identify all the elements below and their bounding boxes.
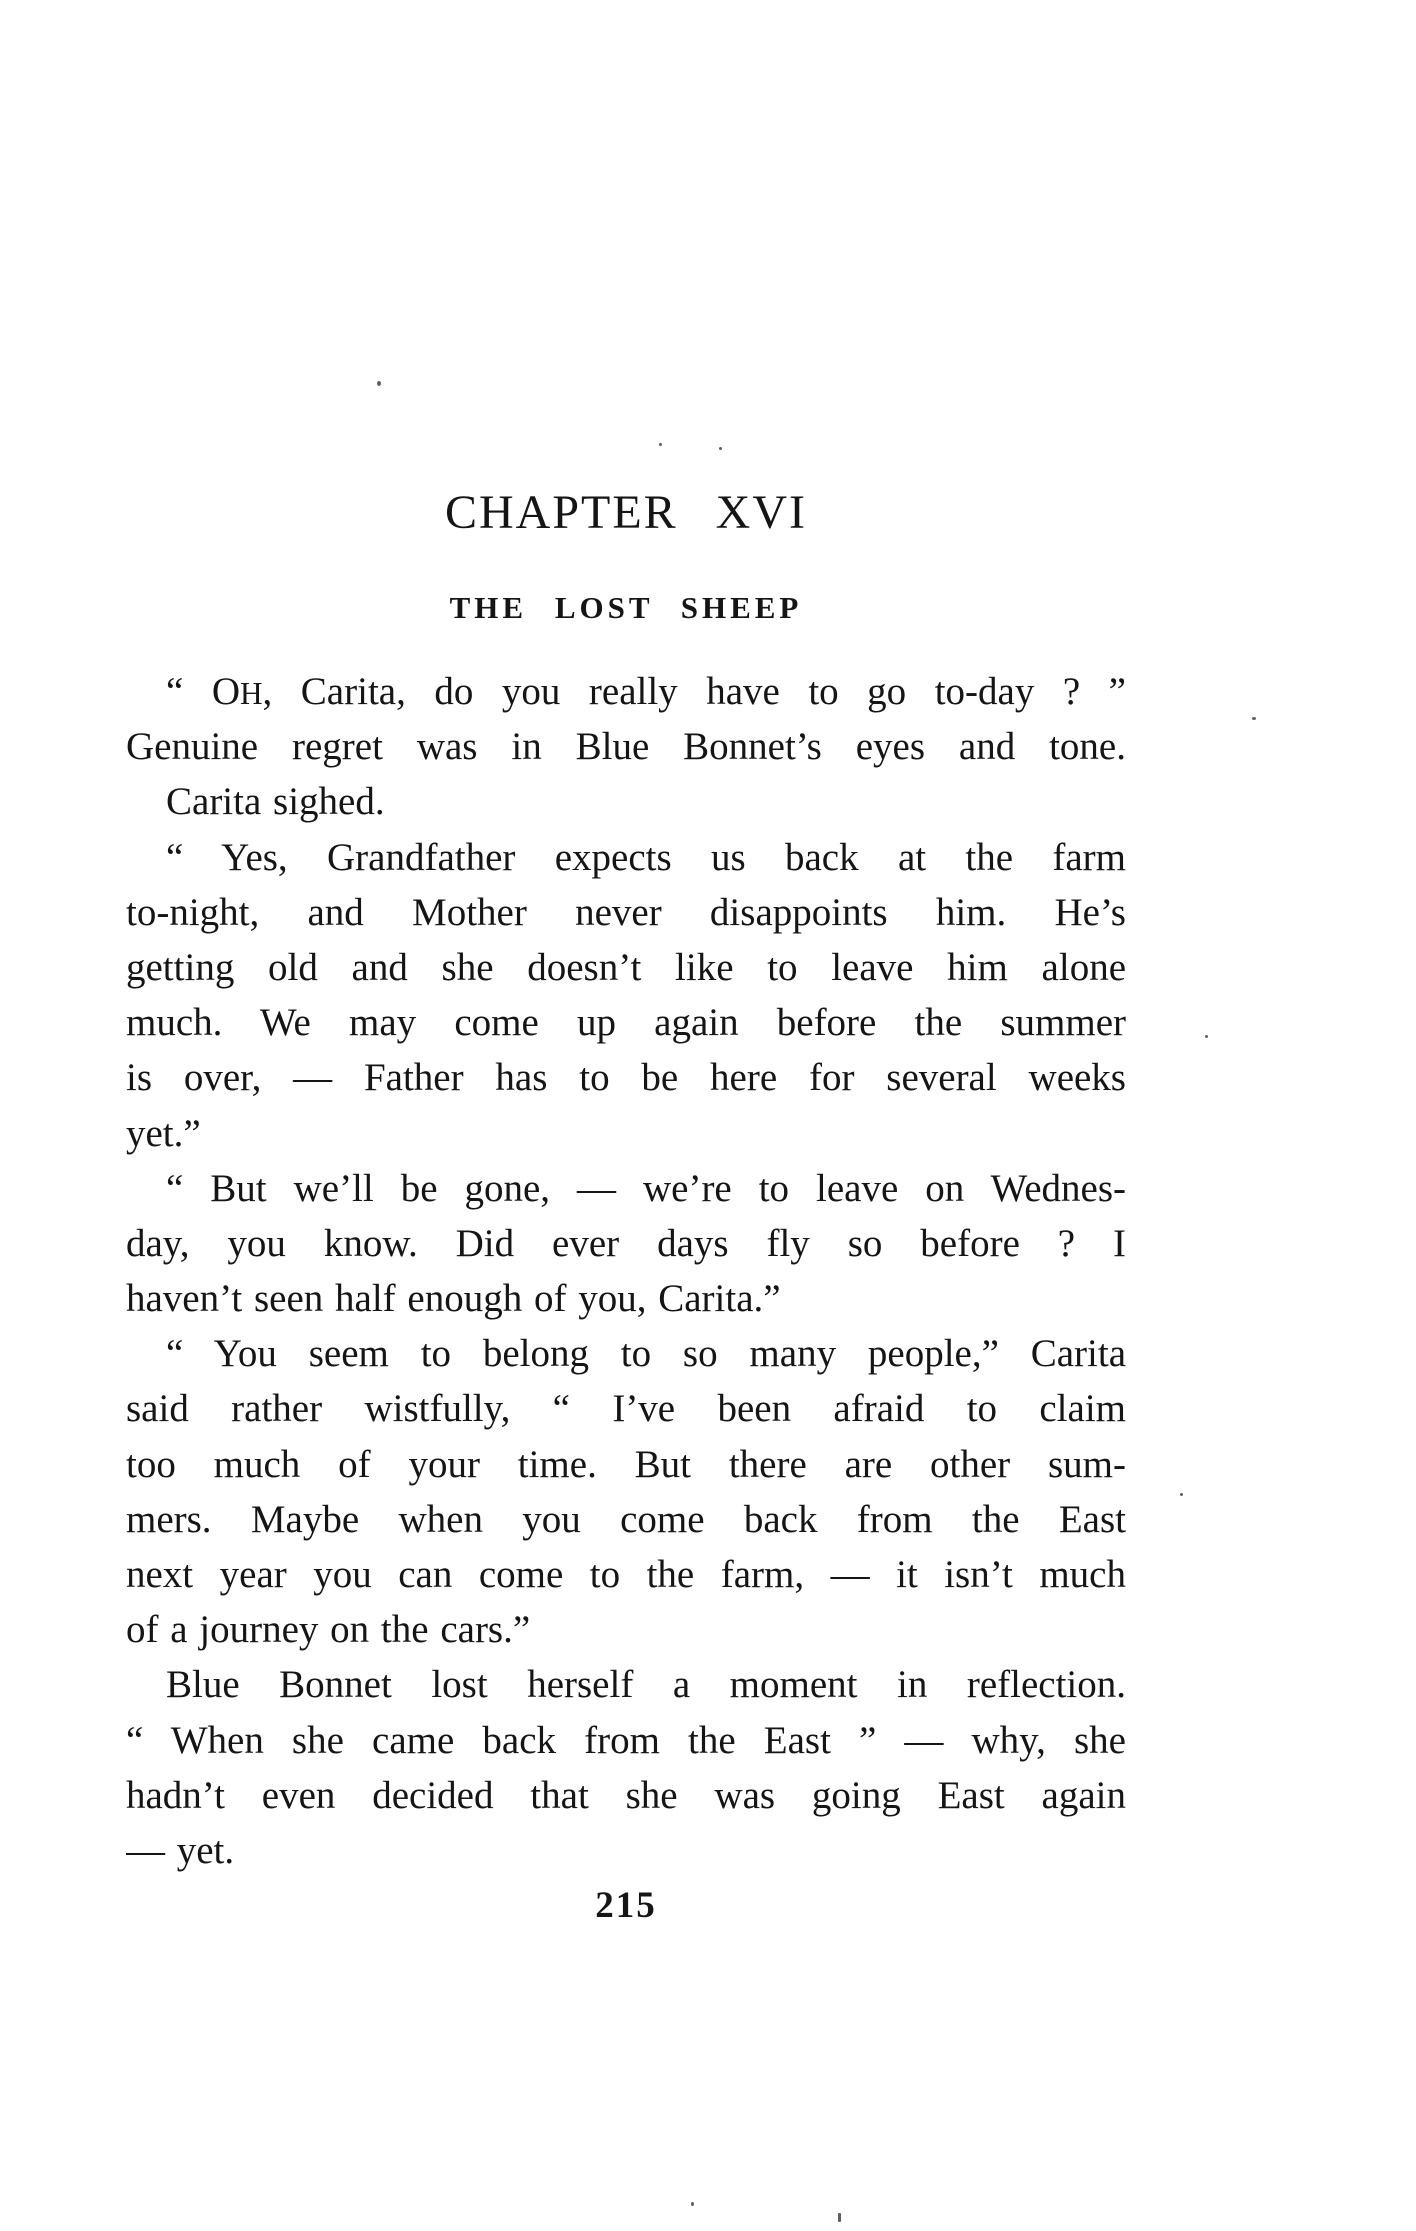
text-line: too much of your time. But there are other sum- [126, 1442, 1126, 1486]
scan-speck [1252, 717, 1256, 720]
text-line: haven’t seen half enough of you, Carita.” [126, 1277, 781, 1321]
text-line: “ You seem to belong to so many people,” Carita [166, 1332, 1126, 1376]
page-number: 215 [595, 1885, 657, 1926]
text-line [126, 664, 1126, 719]
text-line: mers. Maybe when you come back from the East [126, 1497, 1126, 1541]
scan-speck [377, 381, 381, 386]
text-line: next year you can come to the farm, — it isn’t much [126, 1553, 1126, 1596]
text-line: getting old and she doesn’t like to leave him alone [126, 945, 1126, 989]
text-line: much. We may come up again before the summer [126, 1001, 1126, 1045]
text-line: Carita sighed. [166, 780, 385, 824]
text-line: — yet. [126, 1828, 235, 1872]
text-line: “ When she came back from the East ” — why, she [126, 1718, 1126, 1762]
text-line: said rather wistfully, “ I’ve been afraid to claim [126, 1387, 1126, 1431]
quote-open-text: “ O [166, 670, 240, 713]
smallcap-text: H [240, 676, 263, 711]
scan-speck [691, 2202, 694, 2206]
text-line: “ Yes, Grandfather expects us back at the farm [166, 835, 1126, 879]
scan-speck [838, 2213, 841, 2222]
scan-speck [659, 443, 662, 446]
text-line: is over, — Father has to be here for several weeks [126, 1056, 1126, 1100]
scan-speck [1180, 1493, 1183, 1496]
scan-speck [719, 447, 722, 450]
text-line: day, you know. Did ever days fly so before ? I [126, 1221, 1126, 1265]
scan-speck [1205, 1035, 1208, 1038]
text-line: of a journey on the cars.” [126, 1608, 531, 1652]
paragraph [126, 774, 1126, 829]
paragraph [126, 1657, 1126, 1878]
text-line: Blue Bonnet lost herself a moment in reflection. [166, 1663, 1126, 1707]
paragraph [126, 1326, 1126, 1657]
text-line: to-night, and Mother never disappoints him. He’s [126, 890, 1126, 934]
paragraph [126, 664, 1126, 774]
paragraph [126, 830, 1126, 1161]
text-line: yet.” [126, 1111, 201, 1155]
body-text [126, 664, 1126, 1878]
chapter-subtitle: THE LOST SHEEP [449, 590, 803, 625]
text-line: “ But we’ll be gone, — we’re to leave on Wednes- [166, 1166, 1126, 1210]
chapter-title: CHAPTER XVI [444, 486, 807, 539]
paragraph [126, 1161, 1126, 1327]
text-line: Genuine regret was in Blue Bonnet’s eyes and tone. [126, 725, 1126, 769]
line-rest-text: , Carita, do you really have to go to-day ? ” [262, 670, 1126, 713]
text-line: hadn’t even decided that she was going East again [126, 1773, 1126, 1817]
